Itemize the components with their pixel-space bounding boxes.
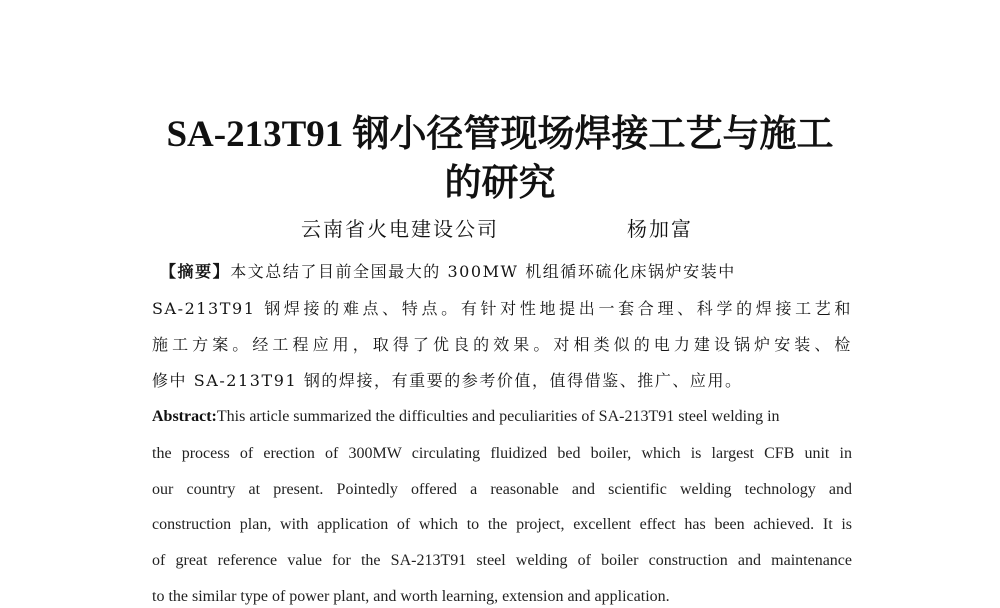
abstract-cn-line: 施工方案。经工程应用，取得了优良的效果。对相类似的电力建设锅炉安装、检 [152, 335, 852, 354]
abstract-en-line: construction plan, with application of which to the project, excellent effect has been achieved. It is [152, 516, 852, 533]
abstract-en-line: to the similar type of power plant, and worth learning, extension and application. [152, 588, 670, 605]
abstract-cn-line: SA-213T91 钢焊接的难点、特点。有针对性地提出一套合理、科学的焊接工艺和 [152, 299, 852, 318]
author-name: 杨加富 [627, 217, 693, 241]
abstract-en-line: the process of erection of 300MW circulating fluidized bed boiler, which is largest CFB unit in [152, 445, 852, 462]
abstract-en-label: Abstract: [152, 408, 217, 425]
abstract-cn-text: 本文总结了目前全国最大的 300MW 机组循环硫化床锅炉安装中 [230, 262, 736, 281]
abstract-en-line: our country at present. Pointedly offered a reasonable and scientific welding technology and [152, 481, 852, 498]
byline [0, 212, 1000, 246]
abstract-cn-line: 修中 SA-213T91 钢的焊接，有重要的参考价值，值得借鉴、推广、应用。 [152, 371, 743, 390]
abstract-en-text: This article summarized the difficulties and peculiarities of SA-213T91 steel welding in [216, 408, 780, 425]
paper-title-line-2: 的研究 [444, 163, 556, 204]
author-organization: 云南省火电建设公司 [301, 217, 499, 241]
abstract-cn-label: 【摘要】 [160, 262, 231, 281]
paper-title-line-1: SA-213T91 钢小径管现场焊接工艺与施工 [166, 114, 834, 155]
abstract-cn-line [160, 260, 860, 284]
abstract-en-line: of great reference value for the SA-213T91 steel welding of boiler construction and maintenance [152, 552, 852, 569]
abstract-en-line [152, 406, 852, 428]
